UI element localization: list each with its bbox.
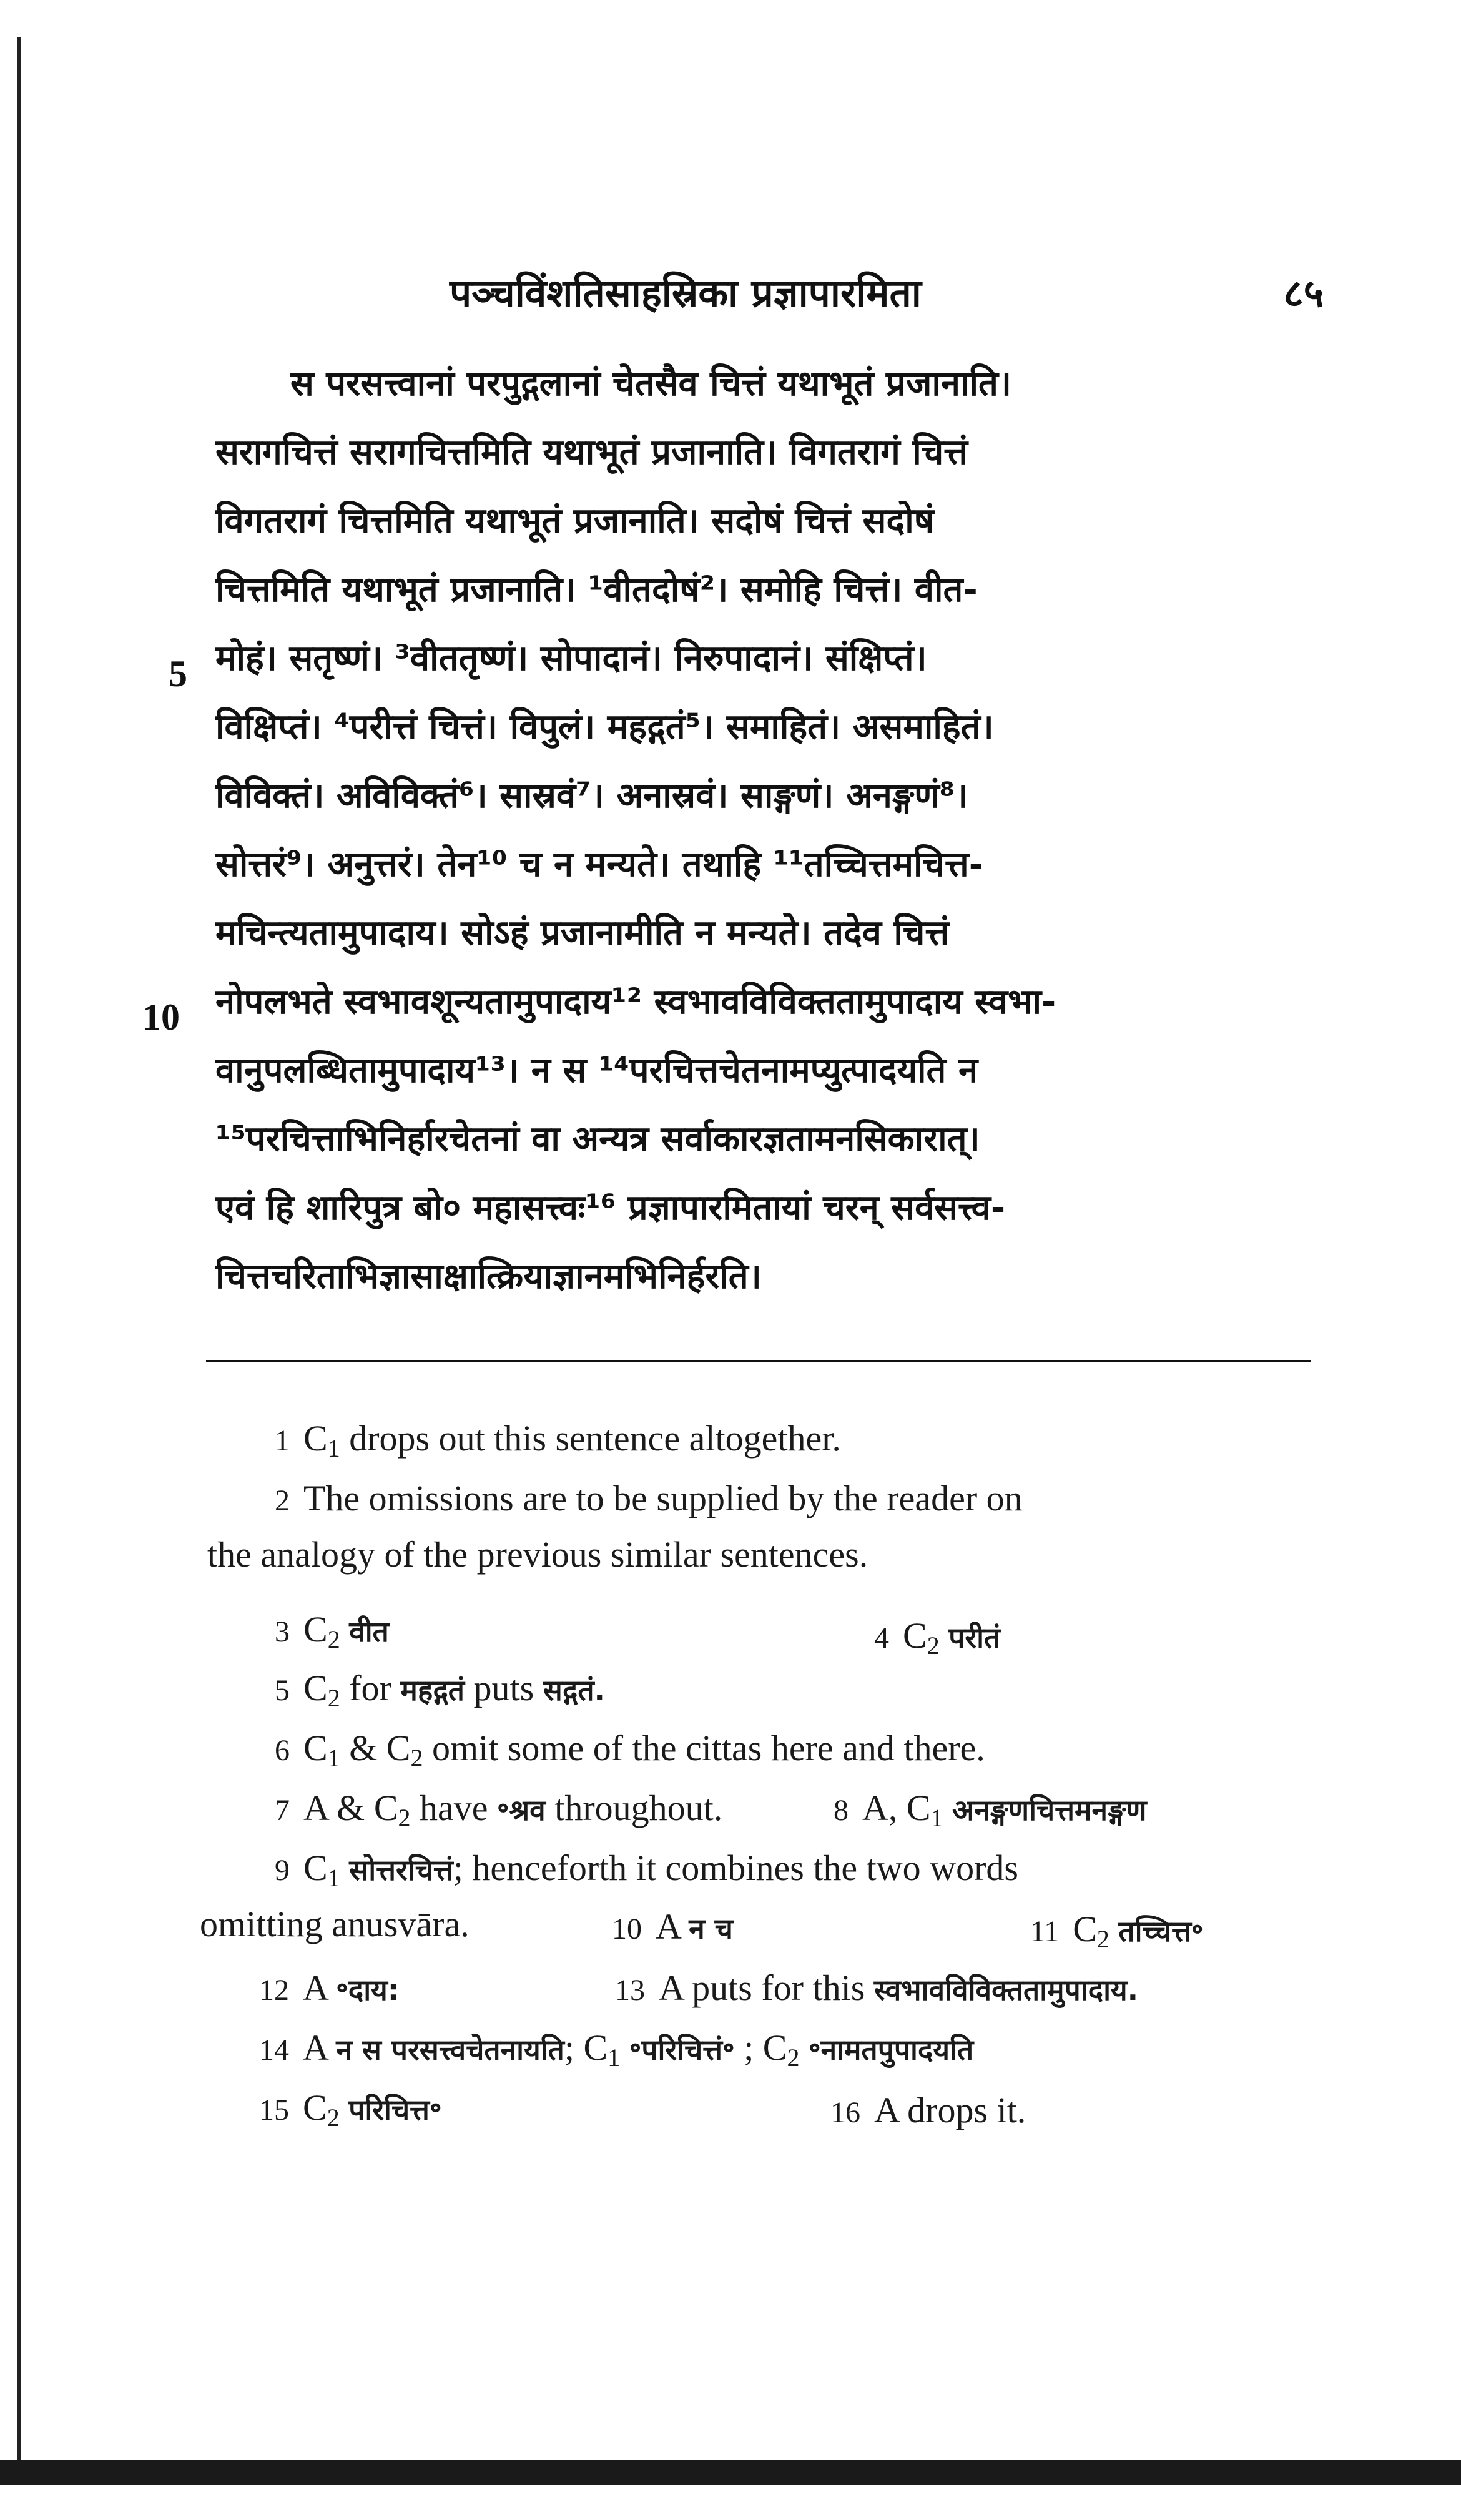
text-line: विगतरागं चित्तमिति यथाभूतं प्रजानाति। सदोषं चित्तं सदोषं [215, 501, 935, 541]
text-line: विक्षिप्तं। ⁴परीत्तं चित्तं। विपुलं। महद्गतं⁵। समाहितं। असमाहितं। [215, 707, 994, 747]
footnote: 15 $C_2$ परिचित्त॰ [259, 2087, 442, 2132]
text-line: सरागचित्तं सरागचित्तमिति यथाभूतं प्रजानाति। विगतरागं चित्तं [215, 432, 968, 473]
text-line: नोपलभते स्वभावशून्यतामुपादाय¹² स्वभावविविक्ततामुपादाय स्वभा- [215, 982, 1056, 1022]
footnote: 16 A drops it. [830, 2090, 1026, 2130]
footnote: 14 A न स परसत्त्वचेतनायति; $C_1$ ॰परिचित्तं॰ ; $C_2$ ॰नामतपुपादयति [259, 2027, 974, 2072]
footnote: 1 $C_1$ drops out this sentence altogether. [275, 1418, 841, 1462]
text-line: विविक्तं। अविविक्तं⁶। सास्रवं⁷। अनास्रवं। साङ्गणं। अनङ्गणं⁸। [215, 775, 968, 816]
text-line: वानुपलब्धितामुपादाय¹³। न स ¹⁴परचित्तचेतनामप्युत्पादयति न [215, 1050, 978, 1091]
footnote: 7 A & $C_2$ have ॰श्रव throughout. [275, 1788, 723, 1832]
footnote: 8 A, $C_1$ अनङ्गणचित्तमनङ्गण [834, 1788, 1147, 1832]
footnote: 5 $C_2$ for महद्गतं puts सद्गतं. [275, 1668, 606, 1712]
footnote: 12 A ॰दाय: [259, 1967, 400, 2008]
footnote: 3 $C_2$ वीत [275, 1609, 389, 1653]
margin-line-number: 5 [169, 653, 187, 694]
footnote: 9 $C_1$ सोत्तरचित्तं; henceforth it combines the two words [275, 1848, 1018, 1892]
text-line: स परसत्त्वानां परपुद्गलानां चेतसैव चित्तं यथाभूतं प्रजानाति। [290, 363, 1012, 404]
text-line: चित्तचरिताभिज्ञासाक्षात्क्रियाज्ञानमभिनिर्हरति। [215, 1256, 762, 1297]
footnote: 13 A puts for this स्वभावविविक्ततामुपादाय. [615, 1967, 1139, 2008]
text-line: सोत्तरं⁹। अनुत्तरं। तेन¹⁰ च न मन्यते। तथाहि ¹¹तच्चित्तमचित्त- [215, 844, 983, 885]
text-line: चित्तमिति यथाभूतं प्रजानाति। ¹वीतदोषं²। समोहि चित्तं। वीत- [215, 569, 978, 610]
footnote-continuation: the analogy of the previous similar sentences. [207, 1534, 868, 1575]
footnote: 10 A न च [612, 1906, 733, 1947]
text-line: एवं हि शारिपुत्र बो० महासत्त्वः¹⁶ प्रज्ञापारमितायां चरन् सर्वसत्त्व- [215, 1188, 1006, 1228]
footnote: 6 $C_1$ & $C_2$ omit some of the cittas here and there. [275, 1728, 985, 1772]
page-title: पञ्चविंशतिसाहस्रिका प्रज्ञापारमिता [450, 270, 922, 316]
page-number: ८५ [1283, 270, 1324, 316]
text-line: मोहं। सतृष्णं। ³वीततृष्णं। सोपादानं। निरुपादानं। संक्षिप्तं। [215, 638, 927, 679]
main-text [215, 350, 1339, 1311]
footnote: 2 The omissions are to be supplied by the reader on [275, 1478, 1023, 1518]
binding-line [17, 37, 21, 2473]
text-line: ¹⁵परचित्ताभिनिर्हारचेतनां वा अन्यत्र सर्वाकारज्ञतामनसिकारात्। [215, 1119, 980, 1159]
footnote-continuation: omitting anusvāra. [200, 1904, 470, 1944]
running-head [212, 256, 1336, 325]
margin-line-number: 10 [142, 997, 180, 1038]
footnote: 4 $C_2$ परीतं [874, 1615, 1001, 1660]
page-bottom-edge [0, 2460, 1461, 2485]
footnote-rule [206, 1360, 1311, 1362]
footnote: 11 $C_2$ तच्चित्त॰ [1030, 1909, 1204, 1953]
text-line: मचिन्त्यतामुपादाय। सोऽहं प्रजानामीति न मन्यते। तदेव चित्तं [215, 913, 950, 953]
